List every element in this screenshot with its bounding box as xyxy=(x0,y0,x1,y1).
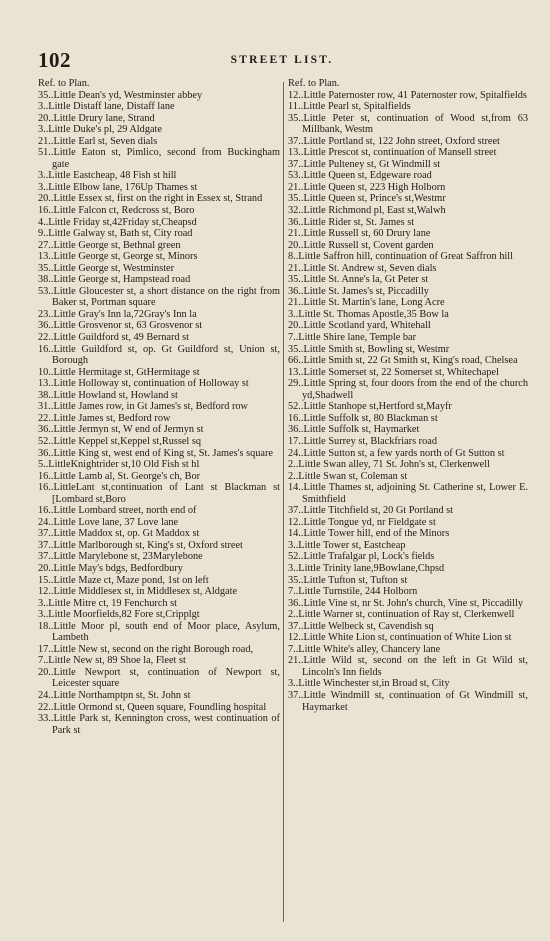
street-entry: 24..Little Sutton st, a few yards north of Gt Sutton st xyxy=(288,447,505,459)
street-entry: 32..Little Richmond pl, East st,Walwh xyxy=(288,205,446,217)
street-entry: 3..Little Eastcheap, 48 Fish st hill xyxy=(38,170,177,182)
street-entry: 3..Little Duke's pl, 29 Aldgate xyxy=(38,124,162,136)
street-entry: 35..Little George st, Westminster xyxy=(38,262,175,274)
right-column xyxy=(288,78,528,713)
street-entry: 7..Little Turnstile, 244 Holborn xyxy=(288,586,418,598)
street-entry: 2..Little Swan alley, 71 St. John's st, Clerkenwell xyxy=(288,459,490,471)
street-entry: 37..Little Marlborough st, King's st, Oxford street xyxy=(38,539,243,551)
street-entry: 8..Little Saffron hill, continuation of Great Saffron hill xyxy=(288,251,513,263)
street-entry: 37..Little Titchfield st, 20 Gt Portland st xyxy=(288,505,454,517)
street-entry: 13..Little Somerset st, 22 Somerset st, Whitechapel xyxy=(288,366,499,378)
street-entry: 37..Little Portland st, 122 John street, Oxford street xyxy=(288,135,500,147)
street-entry: 53..Little Queen st, Edgeware road xyxy=(288,170,432,182)
street-entry: 14..Little Thames st, adjoining St. Catherine st, Lower E. Smithfield xyxy=(288,482,528,505)
street-entry: 16..Little Suffolk st, 80 Blackman st xyxy=(288,412,438,424)
street-entry: 31..Little James row, in Gt James's st, Bedford row xyxy=(38,401,248,413)
street-entry: 3..Little Moorfields,82 Fore st,Cripplgt xyxy=(38,609,200,621)
street-entry: 13..Little Holloway st, continuation of Holloway st xyxy=(38,378,249,390)
street-entry: 37..Little Pulteney st, Gt Windmill st xyxy=(288,158,441,170)
street-entry: 38..Little Howland st, Howland st xyxy=(38,389,178,401)
street-entry: 3..Little Elbow lane, 176Up Thames st xyxy=(38,181,198,193)
street-entry: 3..Little Tower st, Eastcheap xyxy=(288,539,406,551)
street-entry: 12..Little Middlesex st, in Middlesex st, Aldgate xyxy=(38,586,238,598)
street-entry: 7..Little New st, 89 Shoe la, Fleet st xyxy=(38,655,186,667)
street-entry: 22..Little Guildford st, 49 Bernard st xyxy=(38,332,189,344)
street-entry: 36..Little Suffolk st, Haymarket xyxy=(288,424,420,436)
street-entry: 52..Little Stanhope st,Hertford st,Mayfr xyxy=(288,401,452,413)
street-entry: 37..Little Windmill st, continuation of Gt Windmill st, Haymarket xyxy=(288,689,528,713)
page-header xyxy=(38,48,526,74)
street-entry: 9..Little Galway st, Bath st, City road xyxy=(38,228,193,240)
street-entry: 66..Little Smith st, 22 Gt Smith st, King's road, Chelsea xyxy=(288,355,518,367)
street-entry: 12..Little Tongue yd, nr Fieldgate st xyxy=(288,516,436,528)
street-entry: 2..Little Swan st, Coleman st xyxy=(288,470,408,482)
street-entry: 21..Little St. Martin's lane, Long Acre xyxy=(288,297,445,309)
street-entry: 13..Little George st, George st, Minors xyxy=(38,251,198,263)
ref-to-plan-label: Ref. to Plan. xyxy=(288,78,340,89)
street-entry: 5..LittleKnightrider st,10 Old Fish st hl xyxy=(38,459,200,471)
street-entry: 35..Little Tufton st, Tufton st xyxy=(288,574,408,586)
street-entry: 27..Little George st, Bethnal green xyxy=(38,239,181,251)
street-entry: 36..Little St. James's st, Piccadilly xyxy=(288,285,429,297)
street-entry: 24..Little Northamptpn st, St. John st xyxy=(38,689,191,701)
street-entry: 16..Little Falcon ct, Redcross st, Boro xyxy=(38,205,195,217)
street-entry: 35..Little Peter st, continuation of Wood st,from 63 Millbank, Westm xyxy=(288,112,528,136)
street-entry: 21..Little St. Andrew st, Seven dials xyxy=(288,262,437,274)
street-entry: 37..Little Marylebone st, 23Marylebone xyxy=(38,551,203,563)
street-entry: 37..Little Welbeck st, Cavendish sq xyxy=(288,620,434,632)
street-entry: 35..Little Smith st, Bowling st, Westmr xyxy=(288,343,450,355)
street-entry: 23..Little Gray's Inn la,72Gray's Inn la xyxy=(38,308,197,320)
street-entry: 36..Little Rider st, St. James st xyxy=(288,216,415,228)
street-entry: 16..Little Guildford st, op. Gt Guildford st, Union st, Borough xyxy=(38,343,280,367)
street-entry: 29..Little Spring st, four doors from the end of the church yd,Shadwell xyxy=(288,378,528,401)
street-entry: 20..Little Essex st, first on the right in Essex st, Strand xyxy=(38,193,263,205)
street-entry: 21..Little Russell st, 60 Drury lane xyxy=(288,228,431,240)
street-entry: 21..Little Wild st, second on the left in Gt Wild st, Lincoln's Inn fields xyxy=(288,655,528,678)
street-entry: 33..Little Park st, Kennington cross, west continuation of Park st xyxy=(38,713,280,736)
street-entry: 17..Little New st, second on the right Borough road, xyxy=(38,643,254,655)
street-entry: 3..Little Mitre ct, 19 Fenchurch st xyxy=(38,597,177,609)
street-entry: 20..Little Russell st, Covent garden xyxy=(288,239,434,251)
street-entry: 24..Little Love lane, 37 Love lane xyxy=(38,516,179,528)
street-entry: 35..Little St. Anne's la, Gt Peter st xyxy=(288,274,429,286)
street-entry: 20..Little May's bdgs, Bedfordbury xyxy=(38,562,183,574)
street-entry: 20..Little Newport st, continuation of Newport st, Leicester square xyxy=(38,666,280,690)
street-entry: 18..Little Moor pl, south end of Moor place, Asylum, Lambeth xyxy=(38,620,280,644)
street-entry: 51..Little Eaton st, Pimlico, second from Buckingham gate xyxy=(38,147,280,170)
street-entry: 16..LittleLant st,continuation of Lant st Blackman st [Lombard st,Boro xyxy=(38,482,280,505)
street-entry: 21..Little Earl st, Seven dials xyxy=(38,135,158,147)
street-entry: 12..Little Paternoster row, 41 Paternoster row, Spitalfields xyxy=(288,89,527,101)
street-entry: 22..Little Ormond st, Queen square, Foundling hospital xyxy=(38,701,267,713)
street-entry: 16..Little Lamb al, St. George's ch, Bor xyxy=(38,470,201,482)
street-entry: 3..Little Winchester st,in Broad st, City xyxy=(288,678,450,690)
street-entry: 21..Little Queen st, 223 High Holborn xyxy=(288,181,446,193)
street-entry: 3..Little Distaff lane, Distaff lane xyxy=(38,101,175,113)
street-entry: 36..Little King st, west end of King st, St. James's square xyxy=(38,447,273,459)
street-entry: 3..Little Trinity lane,9Bowlane,Chpsd xyxy=(288,562,445,574)
street-entry: 36..Little Jermyn st, W end of Jermyn st xyxy=(38,424,204,436)
street-entry: 37..Little Maddox st, op. Gt Maddox st xyxy=(38,528,200,540)
page-title: STREET LIST. xyxy=(230,54,334,66)
street-entry: 36..Little Vine st, nr St. John's church, Vine st, Piccadilly xyxy=(288,597,524,609)
street-entry: 12..Little White Lion st, continuation of White Lion st xyxy=(288,632,512,644)
street-entry: 20..Little Drury lane, Strand xyxy=(38,112,155,124)
street-entry: 15..Little Maze ct, Maze pond, 1st on left xyxy=(38,574,209,586)
street-entry: 13..Little Prescot st, continuation of Mansell street xyxy=(288,147,497,159)
street-entry: 11..Little Pearl st, Spitalfields xyxy=(288,101,411,113)
street-entry: 14..Little Tower hill, end of the Minors xyxy=(288,528,450,540)
column-divider xyxy=(283,82,284,922)
street-entry: 52..Little Keppel st,Keppel st,Russel sq xyxy=(38,435,202,447)
street-entry: 3..Little St. Thomas Apostle,35 Bow la xyxy=(288,308,449,320)
street-entry: 35..Little Dean's yd, Westminster abbey xyxy=(38,89,203,101)
street-entry: 20..Little Scotland yard, Whitehall xyxy=(288,320,431,332)
street-entry: 53..Little Gloucester st, a short distance on the right from Baker st, Portman square xyxy=(38,285,280,309)
street-entry: 22..Little James st, Bedford row xyxy=(38,412,171,424)
street-entry: 17..Little Surrey st, Blackfriars road xyxy=(288,435,437,447)
street-entry: 10..Little Hermitage st, GtHermitage st xyxy=(38,366,200,378)
left-column xyxy=(38,78,280,736)
page-number: 102 xyxy=(38,48,71,72)
street-entry: 35..Little Queen st, Prince's st,Westmr xyxy=(288,193,446,205)
street-entry: 16..Little Lombard street, north end of xyxy=(38,505,197,517)
street-entry: 52..Little Trafalgar pl, Lock's fields xyxy=(288,551,435,563)
street-entry: 2..Little Warner st, continuation of Ray st, Clerkenwell xyxy=(288,609,515,621)
street-entry: 38..Little George st, Hampstead road xyxy=(38,274,191,286)
street-entry: 4..Little Friday st,42Friday st,Cheapsd xyxy=(38,216,197,228)
street-entry: 7..Little Shire lane, Temple bar xyxy=(288,332,417,344)
street-entry: 36..Little Grosvenor st, 63 Grosvenor st xyxy=(38,320,203,332)
street-entry: 7..Little White's alley, Chancery lane xyxy=(288,643,441,655)
ref-to-plan-label: Ref. to Plan. xyxy=(38,78,90,89)
